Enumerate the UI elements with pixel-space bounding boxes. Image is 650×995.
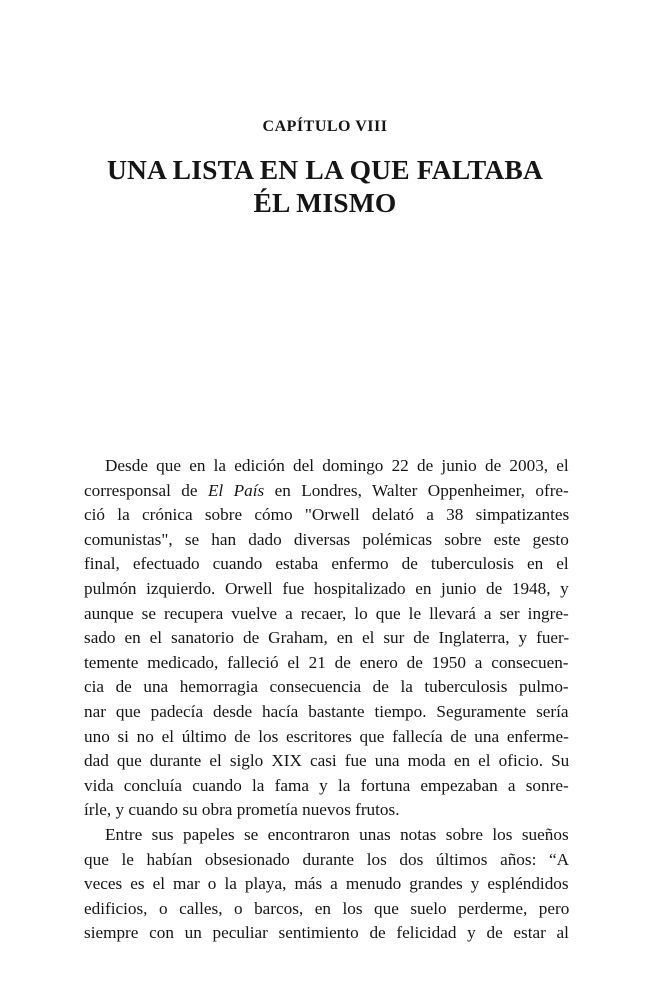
paragraph-line: pulmón izquierdo. Orwell fue hospitalizado en junio de 1948, y bbox=[84, 578, 569, 598]
chapter-title-line: ÉL MISMO bbox=[253, 187, 397, 218]
chapter-number: CAPÍTULO VIII bbox=[262, 118, 388, 135]
paragraph-line: írle, y cuando su obra prometía nuevos frutos. bbox=[84, 800, 400, 820]
paragraph-line: veces es el mar o la playa, más a menudo grandes y espléndidos bbox=[84, 874, 569, 894]
paragraph-line: nar que padecía desde hacía bastante tiempo. Seguramente sería bbox=[84, 701, 569, 721]
newspaper-name: El País bbox=[207, 480, 265, 500]
paragraph-line: Desde que en la edición del domingo 22 de junio de 2003, el bbox=[105, 456, 569, 475]
paragraph-line: sado en el sanatorio de Graham, en el sur de Inglaterra, y fuer- bbox=[84, 628, 570, 648]
chapter-title-line: UNA LISTA EN LA QUE FALTABA bbox=[106, 154, 544, 185]
paragraph-line: corresponsal de El País en Londres, Walter Oppenheimer, ofre- bbox=[84, 480, 569, 500]
paragraph-line: uno si no el último de los escritores que fallecía de una enferme- bbox=[84, 726, 569, 746]
paragraph-line: ció la crónica sobre cómo "Orwell delató a 38 simpatizantes bbox=[84, 505, 570, 525]
body-text bbox=[84, 454, 569, 946]
paragraph-line: aunque se recupera vuelve a recaer, lo que le llevará a ser ingre- bbox=[84, 603, 569, 623]
paragraph-line: temente medicado, falleció el 21 de enero de 1950 a consecuen- bbox=[84, 652, 569, 672]
paragraph-line: Entre sus papeles se encontraron unas notas sobre los sueños bbox=[105, 824, 569, 844]
paragraph-line: dad que durante el siglo XIX casi fue una moda en el oficio. Su bbox=[84, 751, 570, 771]
paragraph-line: que le habían obsesionado durante los dos últimos años: “A bbox=[84, 849, 570, 869]
paragraph-line: final, efectuado cuando estaba enfermo de tuberculosis en el bbox=[84, 554, 569, 574]
paragraph-line: siempre con un peculiar sentimiento de felicidad y de estar al bbox=[84, 923, 569, 943]
paragraph-line: edificios, o calles, o barcos, en los que suelo perderme, pero bbox=[84, 898, 570, 918]
paragraph-line: comunistas", se han dado diversas polémicas sobre este gesto bbox=[84, 529, 569, 549]
paragraph-line: vida concluía cuando la fama y la fortuna empezaban a sonre- bbox=[84, 775, 569, 795]
paragraph-line: cia de una hemorragia consecuencia de la tuberculosis pulmo- bbox=[84, 677, 569, 697]
chapter-title bbox=[40, 153, 610, 219]
